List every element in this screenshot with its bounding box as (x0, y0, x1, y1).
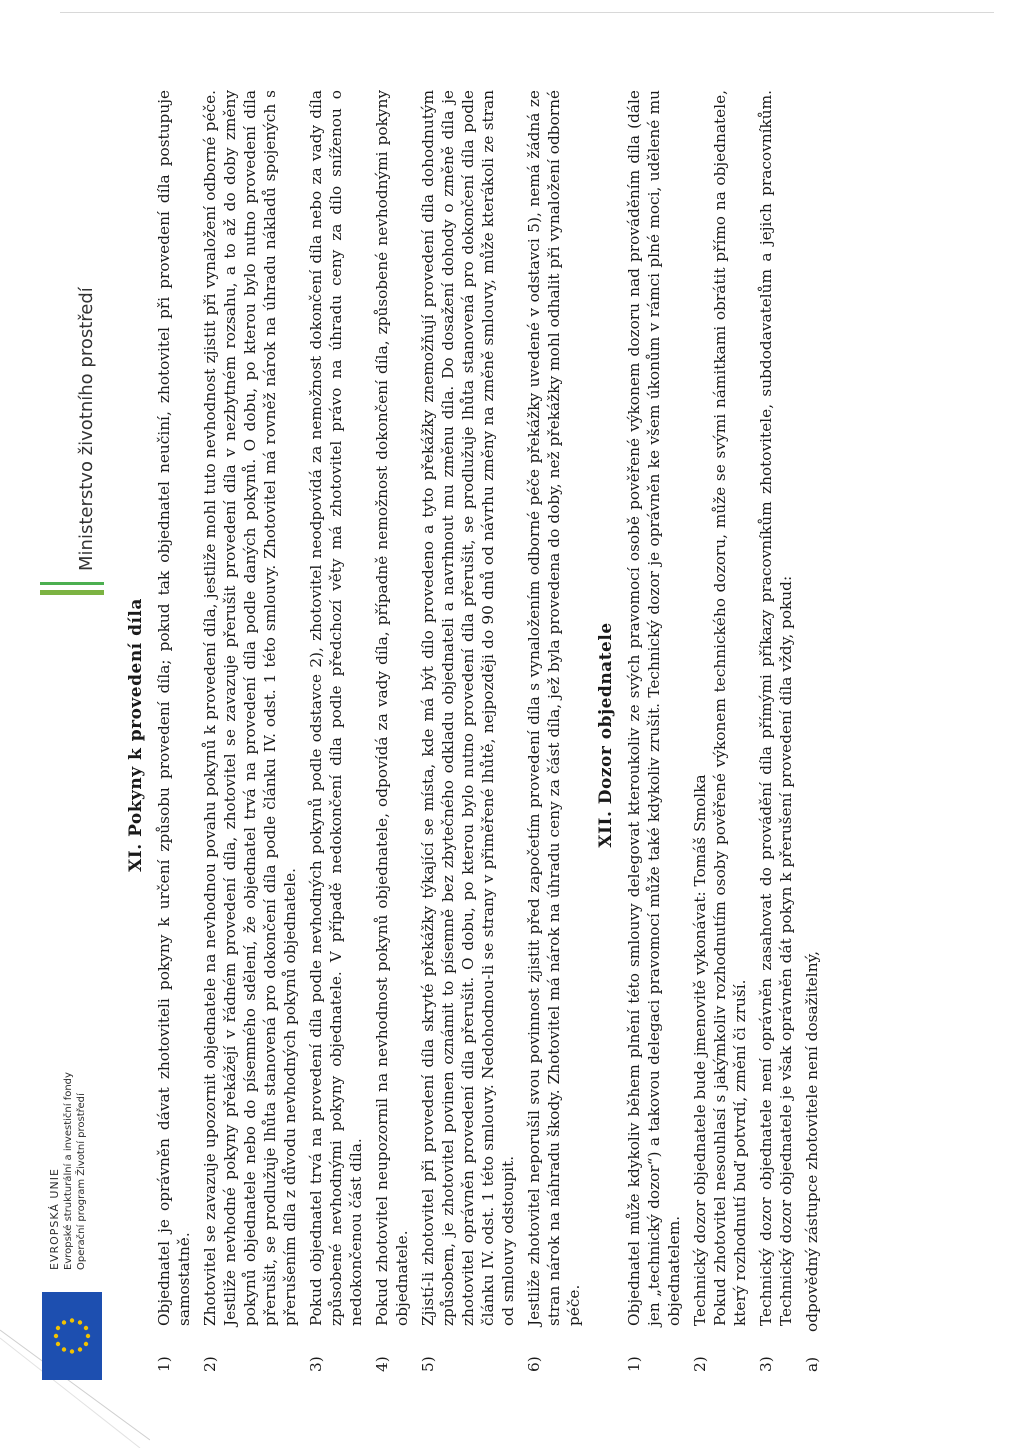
list-item (756, 70, 796, 1400)
list-item (710, 70, 750, 1400)
item-number: 3) (307, 1356, 325, 1372)
item-text: Objednatel může kdykoliv během plnění této smlouvy delegovat kteroukoliv ze svých pravomocí osobě pověřené výkonem dozoru nad prováděním díla (dále jen „technický dozor“) a takovou delegaci pravomocí může také kdykoliv zrušit. Technický dozor je oprávněn ke všem úkonům v rámci plné moci, udělené mu objednatelem. (625, 90, 683, 1326)
item-text: Pokud zhotovitel neupozornil na nevhodnost pokynů objednatele, odpovídá za vady díla, případně nemožnost dokončení díla, způsobené nevhodnými pokyny objednatele. (373, 90, 411, 1326)
list-item (306, 70, 366, 1400)
section-title-xii: XII. Dozor objednatele (596, 622, 616, 848)
scan-edge-line (60, 12, 994, 13)
ministry-accent-bar-2 (40, 582, 104, 585)
section-title-xi: XI. Pokyny k provedení díla (126, 598, 146, 872)
rotated-page (40, 70, 940, 1400)
item-number: 5) (419, 1356, 437, 1372)
section-xi-list (154, 70, 584, 1400)
sub-list-item (802, 70, 822, 1372)
item-text: Jestliže zhotovitel neporušil svou povinnost zjistit před započetím provedení díla s vynaložením odborné péče překážky uvedené v odstavci 5), nemá žádná ze stran nárok na náhradu škody. Zhotovitel má nárok na úhradu ceny za část díla, jež byla provedena do doby, než překážky mohl odhalit při vynaložení odborné péče. (525, 90, 583, 1326)
item-text: Zjistí-li zhotovitel při provedení díla skryté překážky týkající se místa, kde má být dílo provedeno a tyto překážky znemožňují provedení díla dohodnutým způsobem, je zhotovitel povinen oznámit to písemně bez zbytečného odkladu objednateli a navrhnout mu změnu díla. Do dosažení dohody o změně díla je zhotovitel oprávněn provedení díla přerušit. O dobu, po kterou bylo nutno provedení díla přerušit, se prodlužuje lhůta stanovená pro dokončení díla podle článku IV. odst. 1 této smlouvy. Nedohodnou-li se strany v přiměřené lhůtě, nejpozději do 90 dnů od návrhu změny na změně smlouvy, může kterákoli ze stran od smlouvy odstoupit. (419, 90, 517, 1326)
list-item (624, 70, 684, 1400)
page-header (40, 70, 104, 1400)
item-number: 2) (201, 1356, 219, 1372)
item-number: 1) (625, 1356, 643, 1372)
item-number: 4) (373, 1356, 391, 1372)
eu-title: EVROPSKÁ UNIE (48, 1168, 61, 1270)
eu-programme-label: Operační program Životní prostředí (76, 1093, 87, 1270)
list-item (200, 70, 300, 1400)
sub-item-letter: a) (803, 1356, 821, 1372)
sub-item-text: odpovědný zástupce zhotovitele není dosažitelný, (803, 950, 821, 1332)
list-item (690, 70, 710, 1400)
list-item (154, 70, 194, 1400)
document-body (114, 70, 822, 1400)
list-item (524, 70, 584, 1400)
eu-stars-icon (42, 1292, 102, 1380)
item-number: 6) (525, 1356, 543, 1372)
item-number (710, 1326, 750, 1372)
list-item (418, 70, 518, 1400)
section-xii-list (624, 70, 796, 1400)
item-text: Technický dozor objednatele není oprávněn zasahovat do provádění díla přímými příkazy pracovníkům zhotovitele, subdodavatelům a jejich pracovníkům. Technický dozor objednatele je však oprávněn dát pokyn k přerušení provedení díla vždy, pokud: (757, 90, 795, 1326)
item-text: Pokud objednatel trvá na provedení díla podle nevhodných pokynů podle odstavce 2), zhotovitel neodpovídá za nemožnost dokončení díla nebo za vady díla způsobené nevhodnými pokyny objednatele. V případě nedokončení díla podle předchozí věty má zhotovitel právo na úhradu ceny za dílo sníženou o nedokončenou část díla. (307, 90, 365, 1326)
item-text: Technický dozor objednatele bude jmenovitě vykonávat: Tomáš Smolka (691, 774, 709, 1326)
item-number: 2) (691, 1356, 709, 1372)
list-item (372, 70, 412, 1400)
ministry-name: Ministerstvo životního prostředí (76, 287, 97, 571)
item-text: Zhotovitel se zavazuje upozornit objednatele na nevhodnou povahu pokynů k provedení díla, jestliže mohl tuto nevhodnost zjistit při vynaložení odborné péče. Jestliže nevhodné pokyny překážejí v řádném provedení díla, zhotovitel se zavazuje přerušit provedení díla v nezbytném rozsahu, a to až do doby změny pokynů objednatele nebo do písemného sdělení, že objednatel trvá na provedení díla podle daných pokynů. O dobu, po kterou bylo nutno provedení díla přerušit, se prodlužuje lhůta stanovená pro dokončení díla podle článku IV. odst. 1 této smlouvy. Zhotovitel má rovněž nárok na úhradu nákladů spojených s přerušením díla z důvodu nevhodných pokynů objednatele. (201, 90, 299, 1326)
item-text: Objednatel je oprávněn dávat zhotoviteli pokyny k určení způsobu provedení díla; pokud tak objednatel neučiní, zhotovitel při provedení díla postupuje samostatně. (155, 90, 193, 1326)
item-number: 1) (155, 1356, 173, 1372)
item-number: 3) (757, 1356, 775, 1372)
eu-flag-logo (42, 1292, 102, 1380)
eu-funds-label: Evropské strukturální a investiční fondy (63, 1072, 74, 1270)
item-text: Pokud zhotovitel nesouhlasí s jakýmkoliv rozhodnutím osoby pověřené výkonem technického dozoru, může se svými námitkami obrátit přímo na objednatele, který rozhodnutí buď potvrdí, změní či zruší. (711, 90, 749, 1326)
ministry-accent-bar (40, 590, 104, 595)
eu-text-block (48, 1072, 88, 1270)
